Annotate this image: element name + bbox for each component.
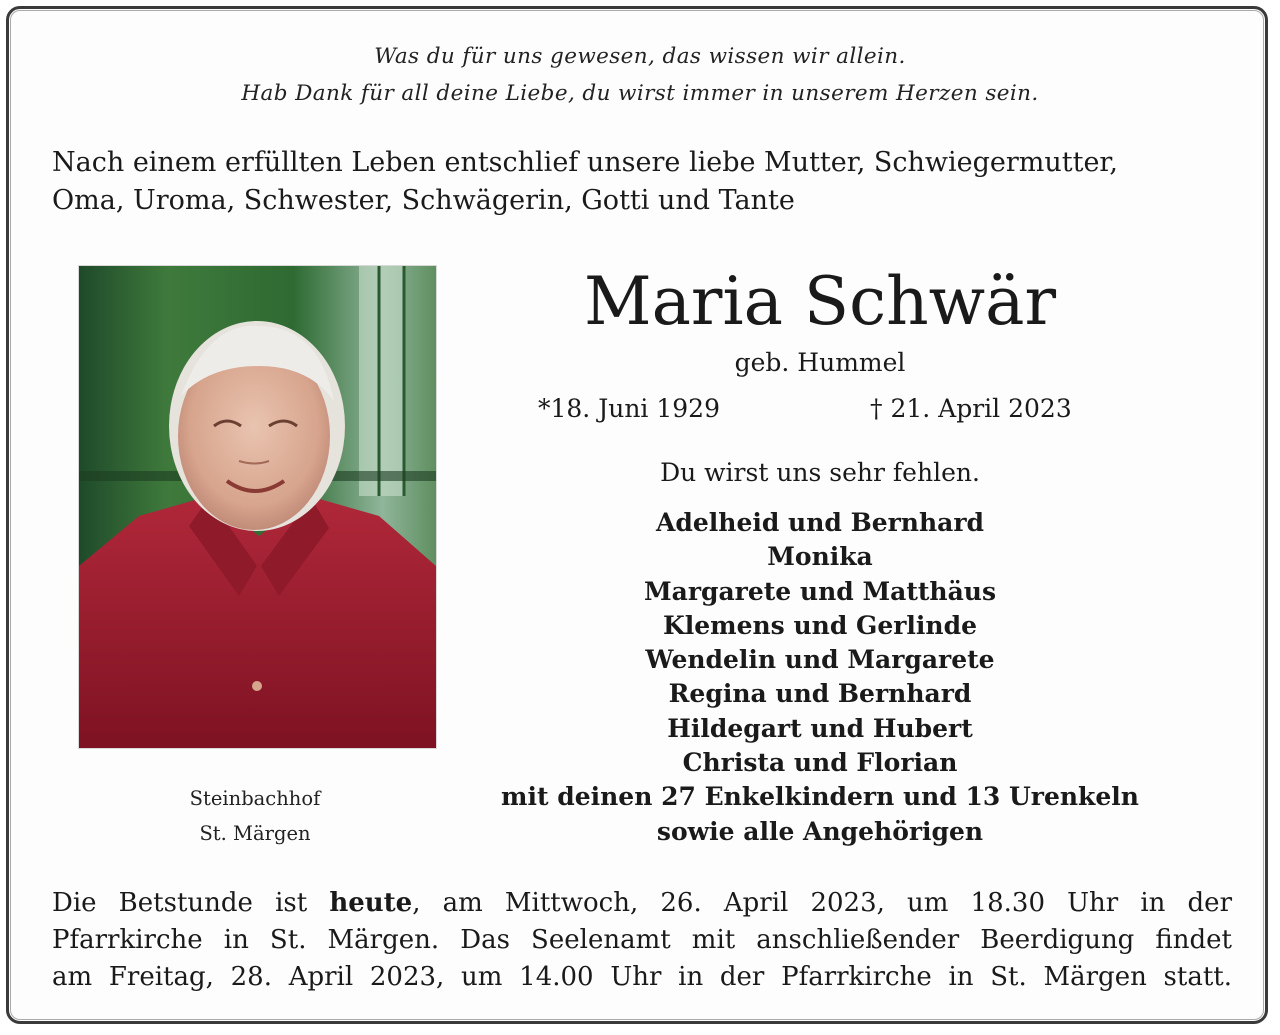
birth-date: *18. Juni 1929	[538, 394, 720, 423]
location-line-1: Steinbachhof	[189, 787, 321, 810]
motto-line-1: Was du für uns gewesen, das wissen wir allein.	[374, 44, 906, 69]
death-date: † 21. April 2023	[870, 394, 1072, 423]
farewell-text: Du wirst uns sehr fehlen.	[660, 458, 980, 487]
intro-line-1: Nach einem erfüllten Leben entschlief unsere liebe Mutter, Schwiegermutter,	[52, 147, 1118, 178]
family-member: Regina und Bernhard	[668, 679, 972, 709]
service-notice-text: Die Betstunde ist	[52, 888, 330, 918]
service-notice-line-3: am Freitag, 28. April 2023, um 14.00 Uhr in der Pfarrkirche in St. Märgen statt.	[52, 962, 1232, 992]
family-member: sowie alle Angehörigen	[656, 816, 984, 846]
location-line-2: St. Märgen	[199, 822, 311, 845]
family-member: Hildegart und Hubert	[667, 713, 973, 743]
service-notice	[52, 885, 1232, 996]
service-notice-line-1	[52, 885, 1232, 922]
intro-line-2: Oma, Uroma, Schwester, Schwägerin, Gotti und Tante	[52, 185, 795, 216]
family-member: Margarete und Matthäus	[643, 576, 997, 606]
family-list	[420, 506, 1220, 849]
maiden-name: geb. Hummel	[734, 348, 906, 377]
family-member: mit deinen 27 Enkelkindern und 13 Urenkeln	[501, 782, 1139, 812]
service-notice-emphasis: heute	[329, 888, 413, 918]
family-member: Christa und Florian	[682, 748, 958, 778]
family-member: Wendelin und Margarete	[645, 645, 995, 675]
portrait-photo	[78, 265, 437, 749]
deceased-name: Maria Schwär	[584, 263, 1056, 340]
service-notice-text: , am Mittwoch, 26. April 2023, um 18.30 Uhr in der	[412, 888, 1232, 918]
family-member: Monika	[767, 542, 873, 572]
family-member: Klemens und Gerlinde	[663, 610, 977, 640]
family-member: Adelheid und Bernhard	[656, 508, 984, 537]
service-notice-line-2: Pfarrkirche in St. Märgen. Das Seelenamt mit anschließender Beerdigung findet	[52, 925, 1232, 955]
motto-line-2: Hab Dank für all deine Liebe, du wirst immer in unserem Herzen sein.	[241, 81, 1039, 106]
